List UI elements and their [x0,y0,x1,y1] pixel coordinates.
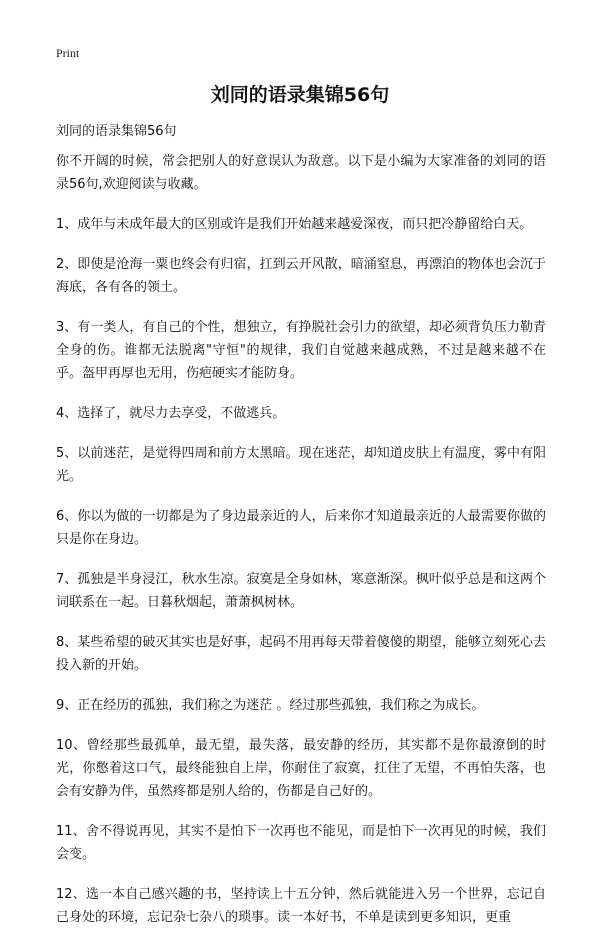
quote-paragraph-1: 1、成年与未成年最大的区别或许是我们开始越来越爱深夜，而只把冷静留给白天。 [56,217,533,232]
quote-paragraph-9: 9、正在经历的孤独，我们称之为迷茫 。经过那些孤独，我们称之为成长。 [56,698,485,713]
quote-paragraph-6: 6、你以为做的一切都是为了身边最亲近的人，后来你才知道最亲近的人最需要你做的只是你在身边。 [56,509,546,547]
quote-paragraph-11: 11、舍不得说再见，其实不是怕下一次再也不能见，而是怕下一次再见的时候，我们会变。 [56,824,546,862]
quote-paragraph-12: 12、选一本自己感兴趣的书，坚持读上十五分钟，然后就能进入另一个世界，忘记自己身处的环境，忘记杂七杂八的琐事。读一本好书，不单是读到更多知识，更重 [56,887,546,925]
intro-paragraph: 你不开阔的时候，常会把别人的好意误认为敌意。以下是小编为大家准备的刘同的语录56句,欢迎阅读与收藏。 [56,154,546,192]
document-body [56,150,546,946]
quote-paragraph-3: 3、有一类人，有自己的个性，想独立，有挣脱社会引力的欲望，却必须背负压力勒青全身的伤。谁都无法脱离"守恒"的规律，我们自觉越来越成熟，不过是越来越不在乎。盔甲再厚也无用，伤疤硬实才能防身。 [56,320,546,381]
document-subtitle: 刘同的语录集锦56句 [56,124,177,139]
quote-paragraph-7: 7、孤独是半身浸江，秋水生凉。寂寞是全身如林，寒意渐深。枫叶似乎总是和这两个词联系在一起。日暮秋烟起，萧萧枫树林。 [56,572,546,610]
quote-paragraph-5: 5、以前迷茫，是觉得四周和前方太黑暗。现在迷茫，却知道皮肤上有温度，雾中有阳光。 [56,446,546,484]
quote-paragraph-4: 4、选择了，就尽力去享受，不做逃兵。 [56,406,286,421]
quote-paragraph-8: 8、某些希望的破灭其实也是好事，起码不用再每天带着傻傻的期望，能够立刻死心去投入新的开始。 [56,635,546,673]
print-link[interactable]: Print [56,46,80,60]
quote-paragraph-2: 2、即使是沧海一粟也终会有归宿，扛到云开风散，暗涌窒息，再漂泊的物体也会沉于海底，各有各的领土。 [56,257,546,295]
quote-paragraph-10: 10、曾经那些最孤单，最无望，最失落，最安静的经历，其实都不是你最潦倒的时光，你憋着这口气，最终能独自上岸，你耐住了寂寞，扛住了无望，不再怕失落，也会有安静为伴，虽然疼都是别人给的，伤都是自己好的。 [56,738,546,799]
document-title: 刘同的语录集锦56句 [210,84,390,106]
